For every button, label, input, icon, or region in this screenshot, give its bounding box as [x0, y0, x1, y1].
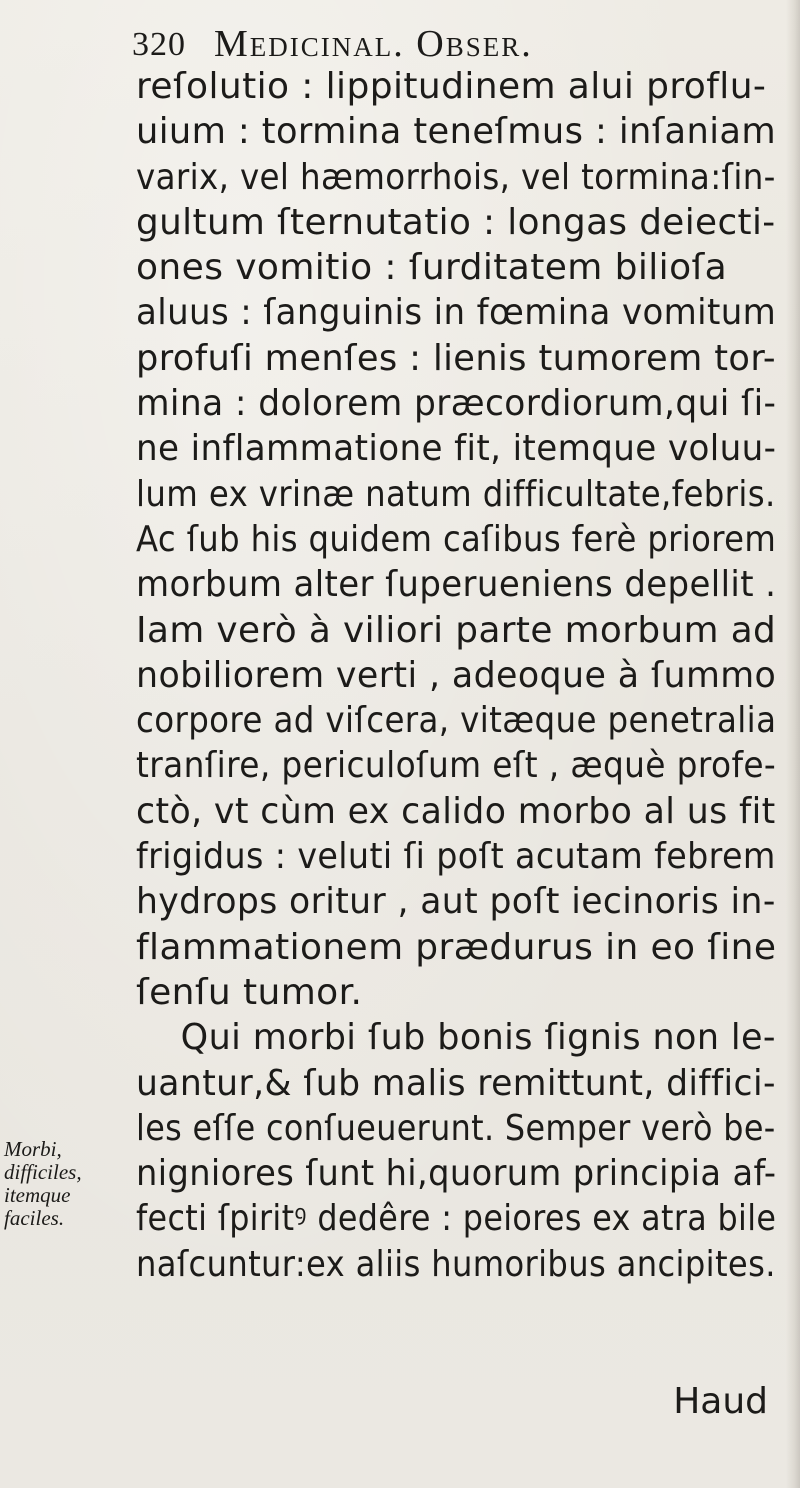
text-line: uantur,& ſub malis remittunt, diffici- — [136, 1062, 776, 1104]
margin-note-line: itemque — [4, 1183, 71, 1207]
margin-note — [4, 1138, 134, 1230]
page-number: 320 — [132, 26, 186, 63]
text-line: lum ex vrinæ natum difficultate,febris. — [136, 473, 776, 515]
text-line: corpore ad viſcera, vitæque penetralia — [136, 700, 777, 742]
text-line: varix, vel hæmorrhois, vel tormina:ſin- — [136, 156, 776, 198]
page-edge-shadow — [786, 0, 800, 1488]
text-line: gultum ſternutatio : longas deiecti- — [136, 201, 776, 243]
text-line: flammationem prædurus in eo ſine — [136, 926, 777, 968]
margin-note-line: difficiles, — [4, 1160, 82, 1184]
text-line: tranſire, periculoſum eſt , æquè profe- — [136, 745, 777, 787]
text-line: Qui morbi ſub bonis ſignis non le- — [180, 1017, 776, 1059]
text-line: ſenſu tumor. — [136, 971, 363, 1013]
text-line: naſcuntur:ex aliis humoribus ancipites. — [136, 1243, 776, 1285]
running-head: Medicinal. Obser. — [214, 23, 533, 65]
text-line: mina : dolorem præcordiorum,qui ſi- — [136, 383, 777, 425]
text-line: ne inflammatione fit, itemque voluu- — [136, 428, 777, 470]
text-line: Iam verò à viliori parte morbum ad — [136, 609, 777, 651]
margin-note-line: faciles. — [4, 1206, 65, 1230]
text-line: profuſi menſes : lienis tumorem tor- — [136, 337, 777, 379]
text-line: hydrops oritur , aut poſt iecinoris in- — [136, 881, 776, 923]
catchword: Haud — [673, 1381, 768, 1422]
text-line: aluus : ſanguinis in fœmina vomitum — [136, 292, 777, 334]
text-line: uium : tormina teneſmus : inſaniam — [136, 111, 777, 153]
body-text — [136, 64, 776, 1287]
margin-note-line: Morbi, — [4, 1137, 62, 1161]
text-line: les eſſe conſueuerunt. Semper verò be- — [136, 1107, 776, 1149]
text-line: reſolutio : lippitudinem alui proflu- — [136, 66, 767, 107]
text-line: morbum alter ſuperueniens depellit . — [136, 564, 777, 606]
text-line: ctò, vt cùm ex calido morbo al us fit — [136, 790, 776, 832]
text-line: nobiliorem verti , adeoque à ſummo — [136, 654, 777, 696]
text-line: nigniores ſunt hi,quorum principia af- — [136, 1153, 777, 1195]
text-line: frigidus : veluti ſi poſt acutam febrem — [136, 836, 776, 878]
text-line: Ac ſub his quidem caſibus ferè priorem — [136, 518, 777, 560]
text-line: fecti ſpiritꝰ dedêre : peiores ex atra bile — [136, 1198, 777, 1240]
text-line: ones vomitio : ſurditatem bilioſa — [136, 247, 728, 289]
catchword-row — [136, 1381, 776, 1422]
